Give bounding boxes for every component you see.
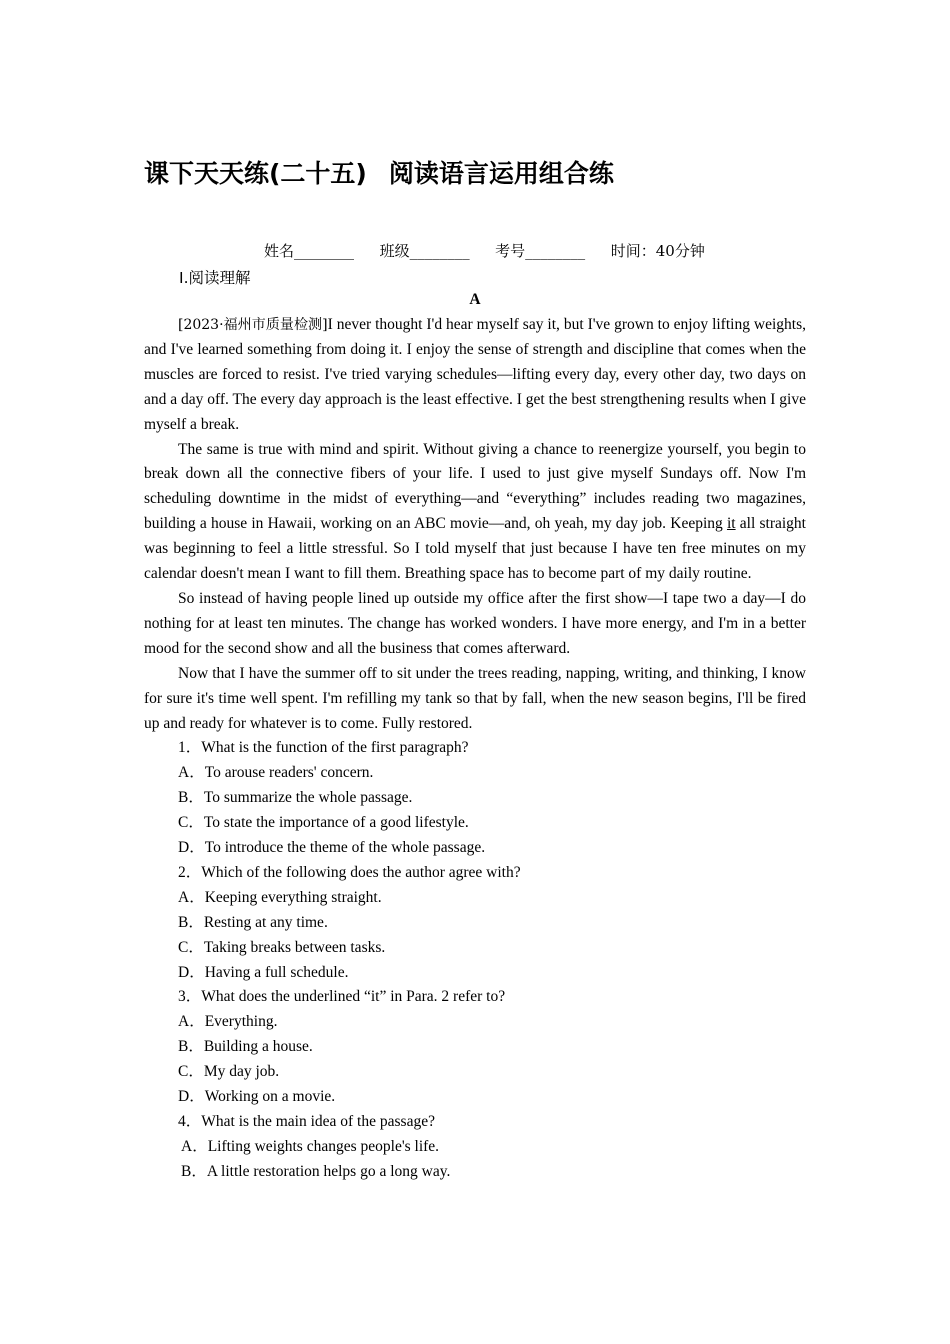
option-a: A．To arouse readers' concern.	[178, 764, 374, 782]
option-b: B．To summarize the whole passage.	[178, 789, 413, 807]
paragraph-4: Now that I have the summer off to sit under the trees reading, napping, writing, and thinking, I know for sure it's time well spent. I'm refilling my tank so that by fall, when the new season begins, I'll be fired up and ready for whatever is to come. Fully restored.	[144, 664, 806, 732]
option-b: B．Building a house.	[178, 1038, 313, 1056]
option-d: D．Having a full schedule.	[178, 963, 349, 981]
underlined-it: it	[726, 515, 736, 533]
class-field: 班级________	[379, 242, 470, 260]
title-main: 课下天天练(二十五)	[144, 159, 367, 188]
number-field: 考号________	[495, 242, 586, 260]
option-b: B．A little restoration helps go a long way.	[181, 1162, 451, 1180]
option-b: B．Resting at any time.	[178, 913, 328, 931]
question-stem: 3．What does the underlined “it” in Para. 2 refer to?	[178, 988, 506, 1006]
question-stem: 2．Which of the following does the author agree with?	[178, 863, 521, 881]
time-limit: 时间：40分钟	[610, 242, 705, 260]
page-title	[144, 154, 614, 190]
title-sub: 阅读语言运用组合练	[388, 159, 614, 188]
option-d: D．Working on a movie.	[178, 1088, 336, 1106]
option-d: D．To introduce the theme of the whole passage.	[178, 839, 486, 857]
question-stem: 4．What is the main idea of the passage?	[178, 1113, 435, 1130]
question-2	[144, 861, 806, 986]
passage-body	[144, 313, 806, 1185]
section-heading: Ⅰ.阅读理解	[179, 269, 251, 287]
option-a: A．Lifting weights changes people's life.	[181, 1137, 440, 1155]
student-info-line	[264, 240, 705, 261]
passage-letter: A	[469, 291, 481, 308]
paragraph-3: So instead of having people lined up outside my office after the first show—I tape two a day—I do nothing for at least ten minutes. The change has worked wonders. I have more energy, and I'm in a better mood for the second show and all the business that comes afterward.	[144, 589, 806, 657]
option-c: C．My day job.	[178, 1063, 280, 1081]
paragraph-1: [2023·福州市质量检测]I never thought I'd hear myself say it, but I've grown to enjoy lifting weights, and I've learned something from doing it. I enjoy the sense of strength and discipline that comes when the muscles are forced to resist. I've tried varying schedules—lifting every day, every other day, two days on and a day off. The every day approach is the least effective. I get the best strengthening results when I give myself a break.	[144, 316, 806, 433]
option-c: C．To state the importance of a good lifestyle.	[178, 814, 469, 832]
question-4	[144, 1110, 806, 1185]
option-a: A．Keeping everything straight.	[178, 888, 382, 906]
question-1	[144, 736, 806, 861]
source-citation: [2023·福州市质量检测]	[178, 317, 328, 333]
paragraph-2: The same is true with mind and spirit. Without giving a chance to reenergize yourself, you begin to break down all the connective fibers of your life. I used to just give myself Sundays off. Now I'm scheduling downtime in the midst of everything—and “everything” includes reading two magazines, building a house in Hawaii, working on an ABC movie—and, oh yeah, my day job. Keeping it all straight was beginning to feel a little stressful. So I told myself that just because I have ten free minutes on my calendar doesn't mean I want to fill them. Breathing space has to become part of my daily routine.	[144, 440, 806, 583]
question-stem: 1．What is the function of the first paragraph?	[178, 739, 469, 757]
option-a: A．Everything.	[178, 1013, 278, 1031]
option-c: C．Taking breaks between tasks.	[178, 938, 386, 956]
question-3	[144, 985, 806, 1110]
name-field: 姓名________	[264, 242, 355, 260]
